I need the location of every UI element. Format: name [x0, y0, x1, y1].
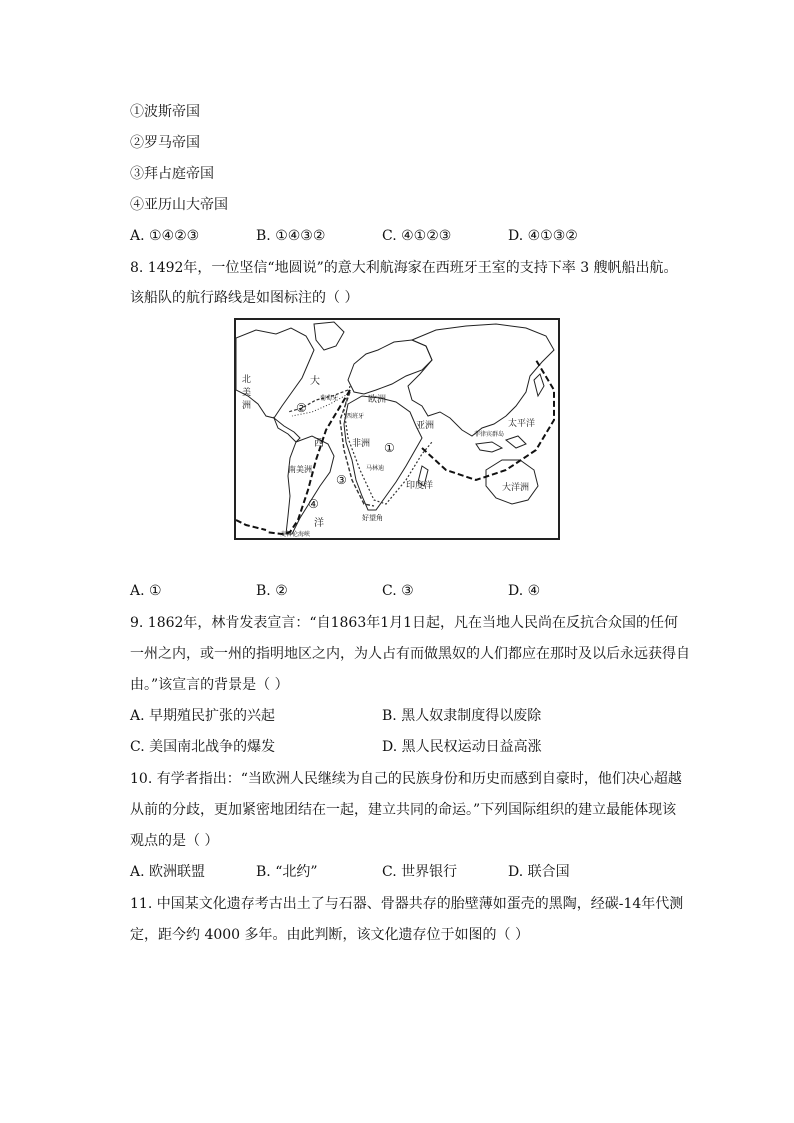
southeast-islands-outline	[476, 436, 526, 452]
world-map-figure	[236, 320, 558, 538]
q10-stem-line-2: 从前的分歧，更加紧密地团结在一起，建立共同的命运。”下列国际组织的建立最能体现该	[130, 802, 677, 818]
q10-stem-line-1: 10. 有学者指出：“当欧洲人民继续为自己的民族身份和历史而感到自豪时，他们决心超越	[130, 771, 682, 787]
japan-outline	[534, 374, 544, 396]
route-label-4: ④	[308, 497, 319, 511]
q8-option-d[interactable]: D. ④	[508, 583, 541, 599]
q7-option-d[interactable]: D. ④①③②	[508, 228, 578, 244]
q8-stem-line-1: 8. 1492年，一位坚信“地圆说”的意大利航海家在西班牙王室的支持下率 3 艘帆船出航。	[130, 260, 678, 276]
q8-option-a[interactable]: A. ①	[130, 583, 162, 599]
q7-option-c[interactable]: C. ④①②③	[382, 228, 452, 244]
label-yang: 洋	[314, 518, 324, 529]
q9-option-b[interactable]: B. 黑人奴隶制度得以废除	[382, 708, 542, 724]
q7-item-4: ④亚历山大帝国	[130, 197, 228, 213]
q7-option-b[interactable]: B. ①④③②	[256, 228, 326, 244]
label-oceania: 大洋洲	[502, 483, 530, 493]
label-philippines: 菲律宾群岛	[474, 431, 505, 438]
label-da: 大	[310, 376, 320, 387]
label-magellan-strait: 麦哲伦海峡	[280, 531, 311, 538]
q7-item-3: ③拜占庭帝国	[130, 166, 214, 182]
q9-stem-line-1: 9. 1862年，林肯发表宣言：“自1863年1月1日起，凡在当地人民尚在反抗合众国的任何	[130, 615, 679, 631]
q9-stem-line-3: 由。”该宣言的背景是（ ）	[130, 677, 289, 693]
label-cape-of-good-hope: 好望角	[362, 514, 383, 522]
q7-item-1: ①波斯帝国	[130, 104, 200, 120]
q11-stem-line-1: 11. 中国某文化遗存考古出土了与石器、骨器共存的胎壁薄如蛋壳的黑陶，经碳-14年代测	[130, 896, 684, 912]
q9-option-d[interactable]: D. 黑人民权运动日益高涨	[382, 739, 542, 755]
label-malindi: 马林迪	[366, 465, 385, 472]
q8-option-b[interactable]: B. ②	[256, 583, 288, 599]
label-south-america: 南美洲	[288, 465, 312, 474]
q9-stem-line-2: 一州之内，或一州的指明地区之内，为人占有而做黑奴的人们都应在那时及以后永远获得自	[130, 646, 690, 662]
q10-option-a[interactable]: A. 欧洲联盟	[130, 864, 206, 880]
q10-option-d[interactable]: D. 联合国	[508, 864, 570, 880]
voyage-route-map	[234, 318, 560, 540]
q9-option-c[interactable]: C. 美国南北战争的爆发	[130, 739, 276, 755]
label-portugal: 葡萄牙	[320, 395, 339, 402]
q7-item-2: ②罗马帝国	[130, 135, 200, 151]
route-label-3: ③	[336, 473, 347, 487]
q8-stem-line-2: 该船队的航行路线是如图标注的（ ）	[130, 290, 359, 306]
q8-option-c[interactable]: C. ③	[382, 583, 414, 599]
label-xi: 西	[314, 438, 324, 449]
europe-outline	[348, 340, 432, 394]
central-america-outline	[274, 418, 300, 442]
q9-option-a[interactable]: A. 早期殖民扩张的兴起	[130, 708, 276, 724]
label-asia: 亚洲	[416, 421, 435, 431]
label-spain: 西班牙	[346, 413, 365, 420]
label-indian-ocean: 印度洋	[406, 481, 434, 491]
label-pacific: 太平洋	[508, 419, 536, 429]
q10-option-b[interactable]: B. “北约”	[256, 864, 318, 880]
greenland-outline	[314, 322, 344, 350]
q11-stem-line-2: 定，距今约 4000 多年。由此判断，该文化遗存位于如图的（ ）	[130, 927, 529, 943]
q10-stem-line-3: 观点的是（ ）	[130, 833, 219, 849]
route-4-pacific	[236, 520, 266, 530]
label-north-america: 北美洲	[242, 375, 252, 411]
route-label-1: ①	[384, 441, 395, 455]
q7-option-a[interactable]: A. ①④②③	[130, 228, 200, 244]
q10-option-c[interactable]: C. 世界银行	[382, 864, 458, 880]
label-africa: 非洲	[352, 439, 371, 449]
route-label-2: ②	[296, 401, 307, 415]
label-europe: 欧洲	[368, 395, 387, 405]
